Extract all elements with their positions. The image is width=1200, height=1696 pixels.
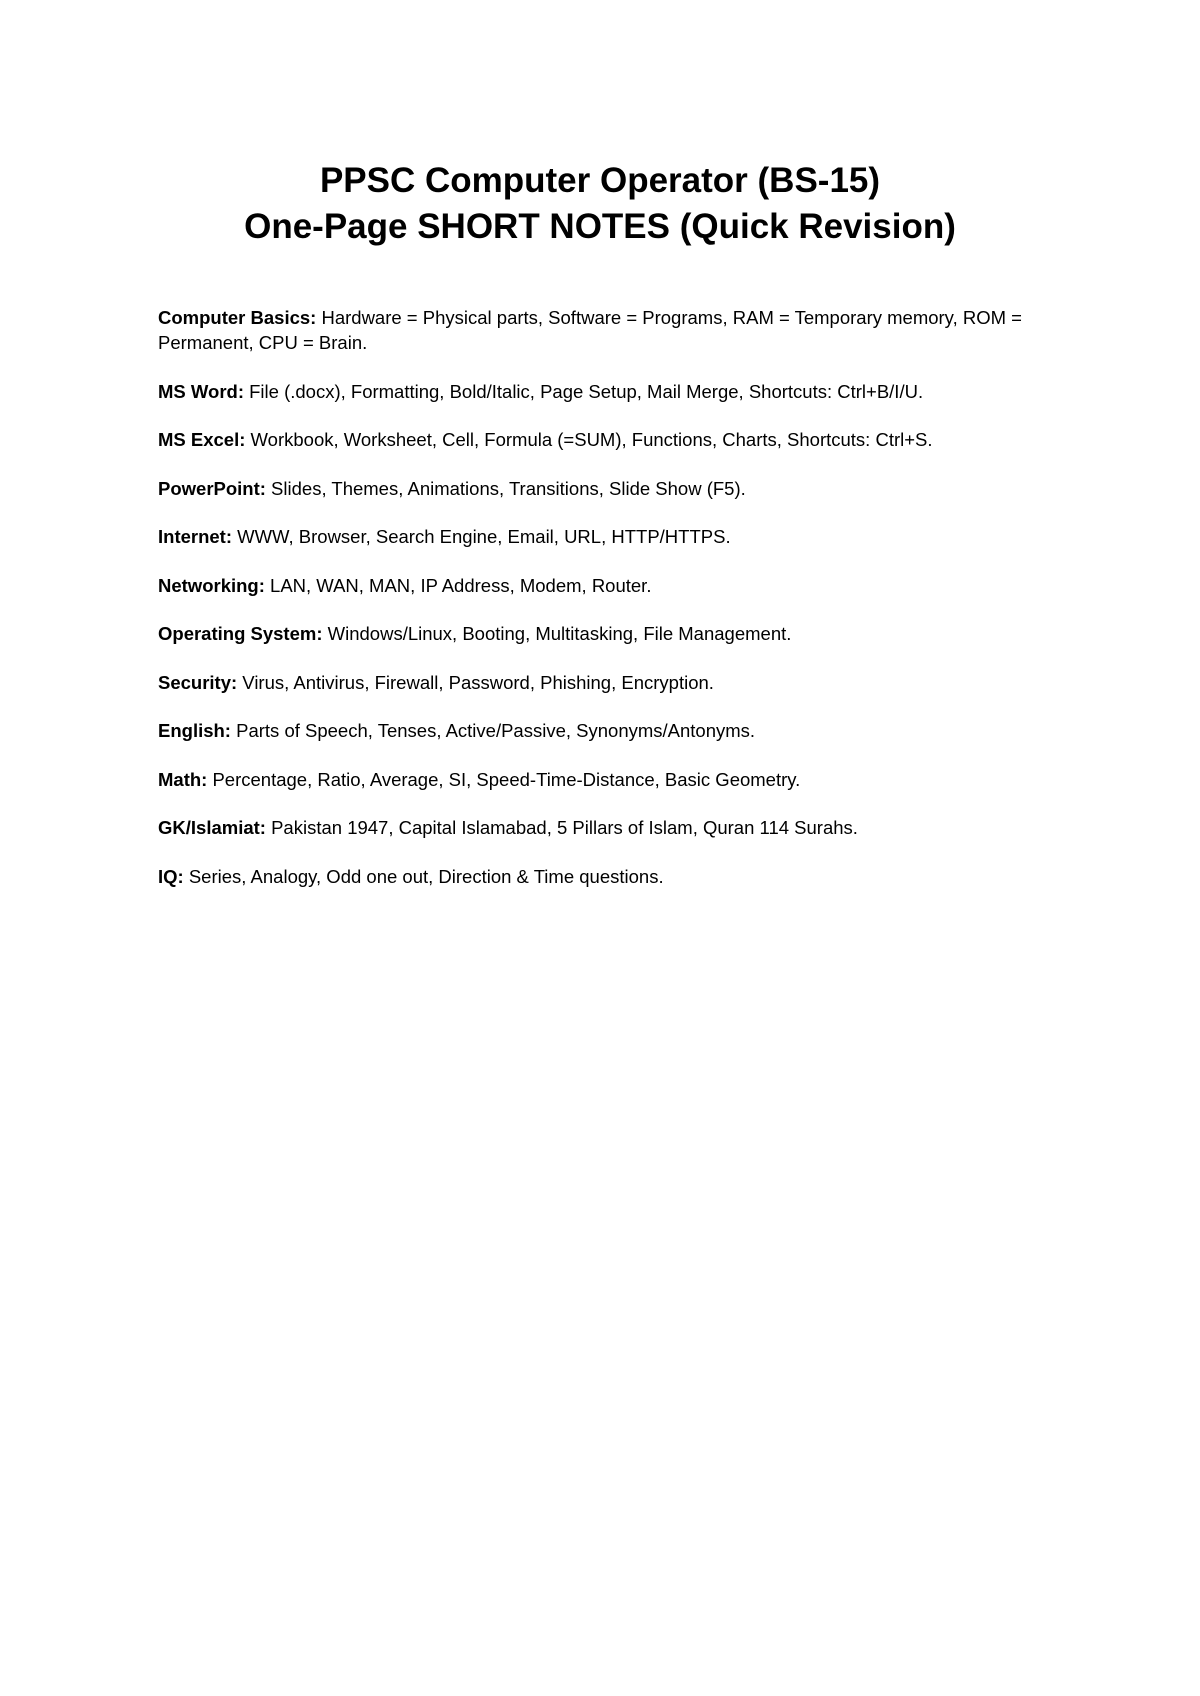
note-text: File (.docx), Formatting, Bold/Italic, Page Setup, Mail Merge, Shortcuts: Ctrl+B/I/U. <box>243 380 924 402</box>
note-ms-excel <box>158 427 1058 452</box>
note-text: Workbook, Worksheet, Cell, Formula (=SUM), Functions, Charts, Shortcuts: Ctrl+S. <box>245 429 933 450</box>
note-label: GK/Islamiat: <box>158 817 266 838</box>
note-text: Windows/Linux, Booting, Multitasking, File Management. <box>322 623 792 644</box>
note-text: Slides, Themes, Animations, Transitions, Slide Show (F5). <box>265 477 746 499</box>
note-internet <box>158 524 1058 549</box>
notes-list <box>158 305 1058 912</box>
note-iq <box>158 864 1058 889</box>
note-label: Security: <box>158 671 238 693</box>
note-label: Operating System: <box>158 623 323 644</box>
note-powerpoint <box>158 476 1058 501</box>
note-gk-islamiat <box>158 815 1058 840</box>
note-label: PowerPoint: <box>158 477 266 499</box>
note-label: IQ: <box>158 865 184 887</box>
note-computer-basics <box>158 305 1058 355</box>
note-label: Math: <box>158 768 208 790</box>
note-label: English: <box>158 720 231 741</box>
note-math <box>158 767 1058 792</box>
note-operating-system <box>158 621 1058 646</box>
note-text: Percentage, Ratio, Average, SI, Speed-Time-Distance, Basic Geometry. <box>207 768 801 790</box>
note-text: Virus, Antivirus, Firewall, Password, Phishing, Encryption. <box>237 671 714 693</box>
note-label: MS Word: <box>158 380 244 402</box>
note-networking <box>158 573 1058 598</box>
title-line-2: One-Page SHORT NOTES (Quick Revision) <box>244 207 956 246</box>
note-ms-word <box>158 379 1058 404</box>
note-text: Series, Analogy, Odd one out, Direction & Time questions. <box>183 865 664 887</box>
note-label: Internet: <box>158 526 232 547</box>
title-line-1: PPSC Computer Operator (BS-15) <box>319 161 881 200</box>
note-english <box>158 718 1058 743</box>
note-text: Hardware = Physical parts, Software = Programs, RAM = Temporary memory, ROM = Permanent, CPU = Brain. <box>158 307 1022 353</box>
note-security <box>158 670 1058 695</box>
note-text: LAN, WAN, MAN, IP Address, Modem, Router. <box>264 574 652 596</box>
note-label: Computer Basics: <box>158 307 317 328</box>
note-text: Pakistan 1947, Capital Islamabad, 5 Pillars of Islam, Quran 114 Surahs. <box>265 817 858 838</box>
note-text: Parts of Speech, Tenses, Active/Passive, Synonyms/Antonyms. <box>230 720 756 741</box>
document-title <box>0 158 1200 250</box>
note-label: Networking: <box>158 574 265 596</box>
note-label: MS Excel: <box>158 429 246 450</box>
note-text: WWW, Browser, Search Engine, Email, URL, HTTP/HTTPS. <box>232 526 731 547</box>
